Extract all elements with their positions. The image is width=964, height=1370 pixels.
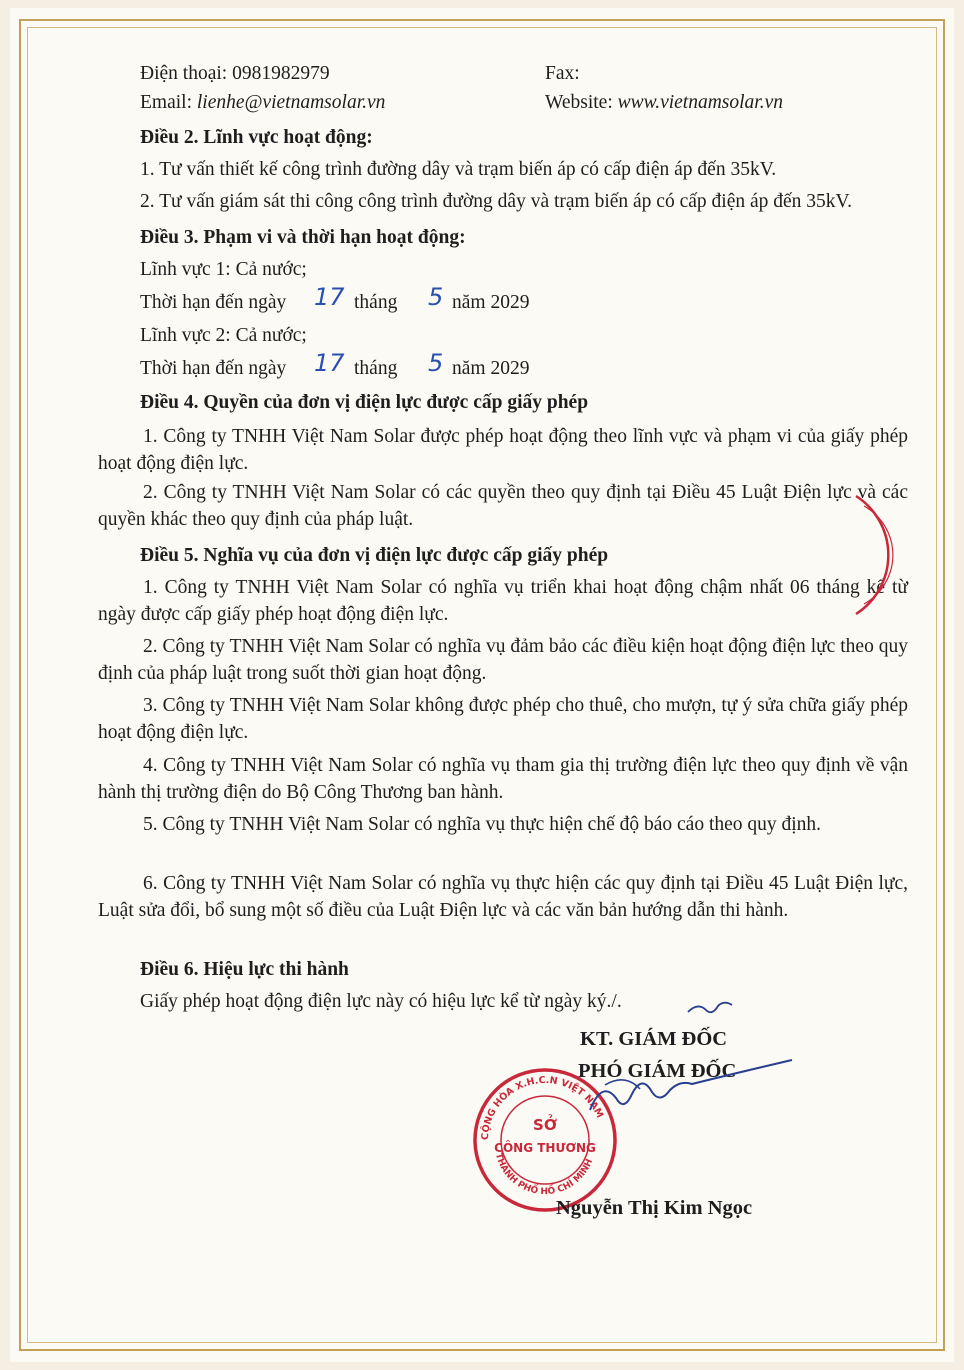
article3-field2: Lĩnh vực 2: Cả nước; <box>140 325 307 346</box>
article2-item-1: 1. Tư vấn thiết kế công trình đường dây và trạm biến áp có cấp điện áp đến 35kV. <box>140 159 777 180</box>
article2-item-2: 2. Tư vấn giám sát thi công công trình đường dây và trạm biến áp có cấp điện áp đến 35kV. <box>140 191 852 212</box>
signature-title-2: PHÓ GIÁM ĐỐC <box>578 1060 737 1082</box>
email-label: Email: <box>140 92 192 113</box>
phone-label: Điện thoại: <box>140 63 228 84</box>
term1-month-label: tháng <box>354 292 398 313</box>
edge-stamp <box>850 490 916 620</box>
phone-line <box>140 62 330 86</box>
term1-day-handwritten: 17 <box>314 283 345 311</box>
article5-item-6: 6. Công ty TNHH Việt Nam Solar có nghĩa vụ thực hiện các quy định tại Điều 45 Luật Điện lực, Luật sửa đổi, bổ sung một số điều của Luật Điện lực và các văn bản hướng dẫn thi hành. <box>98 873 908 921</box>
website-value: www.vietnamsolar.vn <box>617 92 784 113</box>
article6-heading: Điều 6. Hiệu lực thi hành <box>140 959 349 980</box>
term2-month-label: tháng <box>354 358 398 379</box>
article3-term2-prefix: Thời hạn đến ngày <box>140 358 287 379</box>
article5-item-3: 3. Công ty TNHH Việt Nam Solar không được phép cho thuê, cho mượn, tự ý sửa chữa giấy phép hoạt động điện lực. <box>98 695 908 743</box>
phone-value: 0981982979 <box>232 63 330 84</box>
term2-month-handwritten: 5 <box>428 349 444 377</box>
article5-item-4: 4. Công ty TNHH Việt Nam Solar có nghĩa vụ tham gia thị trường điện lực theo quy định về vận hành thị trường điện do Bộ Công Thương ban hành. <box>98 755 908 803</box>
fax-label: Fax: <box>545 63 580 84</box>
article5-heading: Điều 5. Nghĩa vụ của đơn vị điện lực được cấp giấy phép <box>140 545 609 566</box>
seal-center-line1: SỞ <box>533 1116 557 1134</box>
term2-day-handwritten: 17 <box>314 349 345 377</box>
signatory-name: Nguyễn Thị Kim Ngọc <box>556 1197 753 1219</box>
article4-heading: Điều 4. Quyền của đơn vị điện lực được cấp giấy phép <box>140 392 589 413</box>
email-line <box>140 91 385 115</box>
article2-heading: Điều 2. Lĩnh vực hoạt động: <box>140 127 373 148</box>
article4-item-1: 1. Công ty TNHH Việt Nam Solar được phép hoạt động theo lĩnh vực và phạm vi của giấy phép hoạt động điện lực. <box>98 426 908 474</box>
term1-year: năm 2029 <box>452 292 530 313</box>
seal-center-line2: CÔNG THƯƠNG <box>494 1141 596 1155</box>
article5-item-5: 5. Công ty TNHH Việt Nam Solar có nghĩa vụ thực hiện chế độ báo cáo theo quy định. <box>143 814 822 835</box>
article5-item-1: 1. Công ty TNHH Việt Nam Solar có nghĩa vụ triển khai hoạt động chậm nhất 06 tháng kể từ ngày được cấp giấy phép hoạt động điện lực. <box>98 577 908 625</box>
article3-heading: Điều 3. Phạm vi và thời hạn hoạt động: <box>140 227 466 248</box>
article3-field1: Lĩnh vực 1: Cả nước; <box>140 259 307 280</box>
signature-scribble <box>560 990 800 1130</box>
term1-month-handwritten: 5 <box>428 283 444 311</box>
email-value: lienhe@vietnamsolar.vn <box>196 92 386 113</box>
signature-title-1: KT. GIÁM ĐỐC <box>580 1028 728 1050</box>
seal-bottom-text: THÀNH PHỐ HỒ CHÍ MINH <box>493 1152 596 1198</box>
article4-item-2: 2. Công ty TNHH Việt Nam Solar có các quyền theo quy định tại Điều 45 Luật Điện lực và các quyền khác theo quy định của pháp luật. <box>98 482 908 530</box>
website-label: Website: <box>545 92 613 113</box>
seal-ring-text: CỘNG HÒA X.H.C.N VIỆT NAM <box>479 1074 606 1141</box>
website-line <box>545 91 783 115</box>
article3-term1-prefix: Thời hạn đến ngày <box>140 292 287 313</box>
article5-item-2: 2. Công ty TNHH Việt Nam Solar có nghĩa vụ đảm bảo các điều kiện hoạt động điện lực theo quy định của pháp luật trong suốt thời gian hoạt động. <box>98 636 908 684</box>
article6-text: Giấy phép hoạt động điện lực này có hiệu lực kể từ ngày ký./. <box>140 991 622 1012</box>
term2-year: năm 2029 <box>452 358 530 379</box>
